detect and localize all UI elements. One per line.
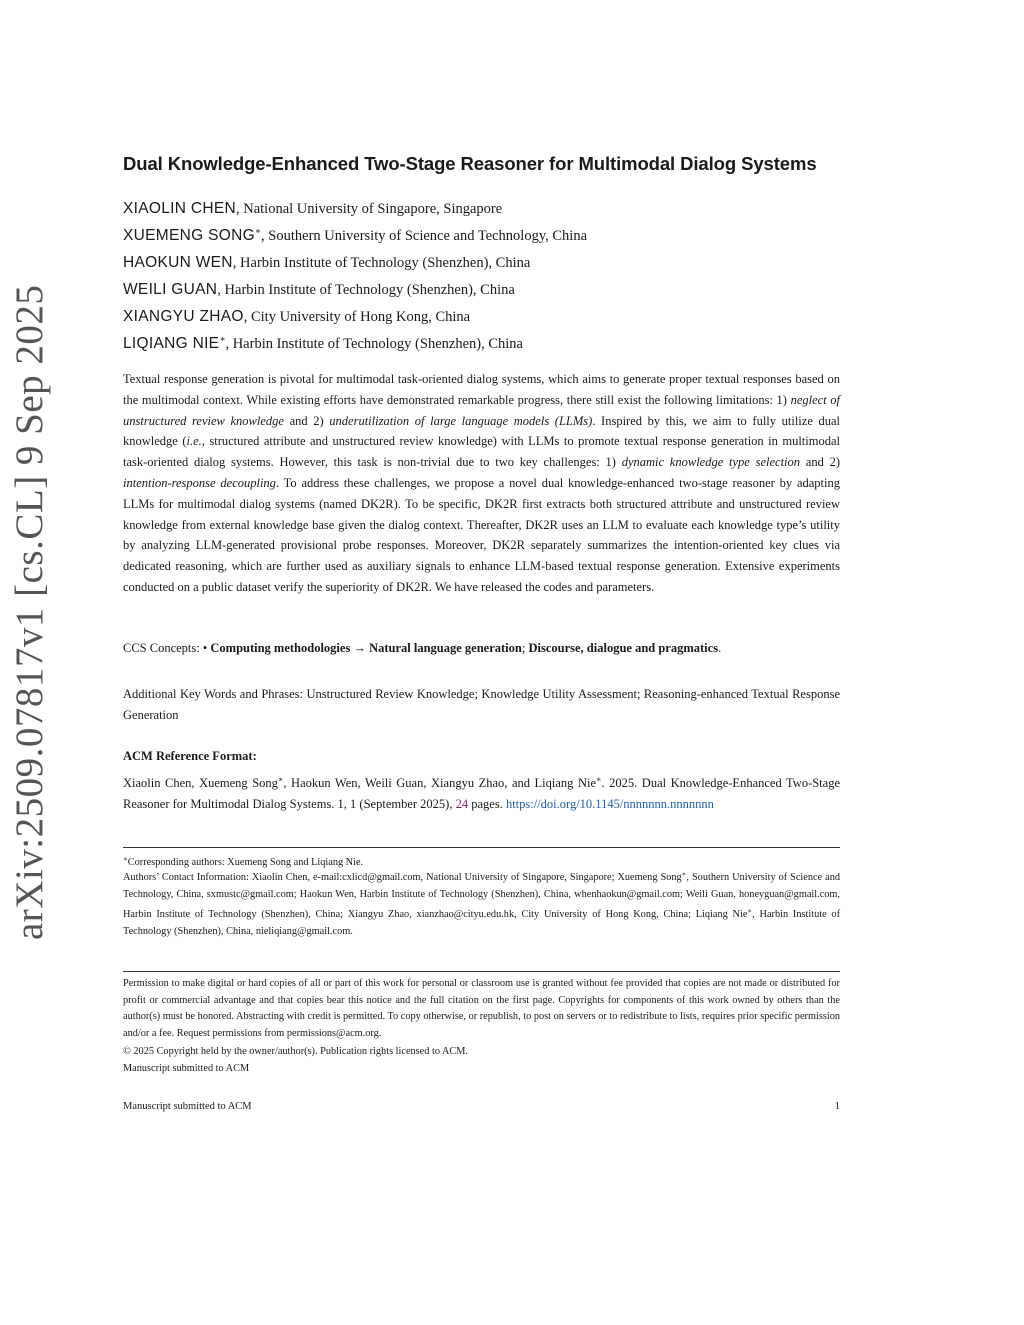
abstract-text: Textual response generation is pivotal for multimodal task-oriented dialog systems, which aims to generate proper textual responses based on the multimodal context. While existing efforts have demonstrated remarkable progress, there still exist the following limitations: 1) [123, 372, 840, 407]
corresponding-mark: ∗ [254, 226, 262, 236]
author-affiliation: , Harbin Institute of Technology (Shenzhen), China [217, 282, 515, 298]
ccs-concepts [123, 641, 840, 656]
corresponding-mark: ∗ [219, 334, 226, 344]
paper-title: Dual Knowledge-Enhanced Two-Stage Reasoner for Multimodal Dialog Systems [123, 153, 817, 174]
abstract-emphasis: underutilization of large language models (LLMs) [329, 413, 593, 428]
corresponding-mark: ∗ [596, 775, 602, 784]
manuscript-note: Manuscript submitted to ACM [123, 1063, 250, 1074]
acm-reference-heading: ACM Reference Format: [123, 749, 257, 763]
abstract [123, 369, 840, 598]
ccs-term: Discourse, dialogue and pragmatics [528, 641, 719, 655]
footnote-text: , Southern University of Science and Technology, China, sxmustc@gmail.com; Haokun Wen, Harbin Institute of Technology (Shenzhen), China, whenhaokun@gmail.com; Weili Guan, honeyguan@gmail.com, Harbin Institute of Technology (Shenzhen), China; Xiangyu Zhao, xianzhao@cityu.edu.hk, City University of Hong Kong, China; Liqiang Nie [123, 872, 840, 921]
author-line [123, 280, 515, 299]
ccs-term: Natural language generation [369, 641, 522, 655]
page-number: 1 [834, 1101, 840, 1112]
abstract-text: structured attribute and unstructured review knowledge) with LLMs to promote textual response generation in multimodal task-oriented dialog systems. However, this task is non-trivial due to two key challenges: 1) [123, 434, 840, 470]
ccs-end: . [718, 641, 722, 655]
page-count-link[interactable]: 24 [455, 797, 469, 811]
arxiv-identifier: arXiv:2509.07817v1 [cs.CL] 9 Sep 2025 [8, 284, 51, 940]
abstract-text: and 2) [800, 455, 840, 470]
ccs-term: Computing methodologies [210, 641, 351, 655]
footnote-text: , Harbin Institute of Technology (Shenzhen), China, nieliqiang@gmail.com. [123, 909, 841, 938]
author-name: WEILI GUAN [123, 281, 218, 298]
author-name: XUEMENG SONG [123, 227, 255, 244]
abstract-emphasis: i.e., [186, 434, 205, 449]
corresponding-mark: ∗ [123, 855, 128, 863]
abstract-emphasis: neglect of unstructured review knowledge [123, 392, 840, 428]
author-affiliation: , Harbin Institute of Technology (Shenzhen), China [232, 255, 531, 271]
acm-reference-text [123, 769, 840, 815]
permission-notice: Permission to make digital or hard copies of all or part of this work for personal or classroom use is granted without fee provided that copies are not made or distributed for profit or commercial advantage and that copies bear this notice and the full citation on the first page. Copyrights for components of this work owned by others than the author(s) must be honored. Abstracting with credit is permitted. To copy otherwise, or republish, to post on servers or to redistribute to lists, requires prior specific permission and/or a fee. Request permissions from permissions@acm.org. [123, 978, 840, 1040]
author-name: HAOKUN WEN [123, 254, 233, 271]
corresponding-mark: ∗ [681, 870, 687, 878]
author-affiliation: , Southern University of Science and Technology, China [261, 228, 588, 244]
ccs-separator: ; [521, 641, 529, 655]
abstract-text: . To address these challenges, we propose a novel dual knowledge-enhanced two-stage reasoner by adapting LLMs for multimodal dialog systems (named DK2R). To be specific, DK2R first extracts both structured attribute and unstructured review knowledge from external knowledge base given the dialog context. Thereafter, DK2R uses an LLM to evaluate each knowledge type’s utility by analyzing LLM-generated provisional probe responses. Moreover, DK2R separately summarizes the intention-oriented key clues via dedicated reasoning, which are further used as auxiliary signals to enhance LLM-based textual response generation. Extensive experiments conducted on a public dataset verify the superiority of DK2R. We have released the codes and parameters. [123, 475, 840, 594]
doi-link[interactable]: https://doi.org/10.1145/nnnnnnn.nnnnnnn [505, 797, 714, 811]
reference-text: Xiaolin Chen, Xuemeng Song [123, 776, 278, 790]
reference-text: , Haokun Wen, Weili Guan, Xiangyu Zhao, and Liqiang Nie [283, 776, 597, 790]
author-name: XIANGYU ZHAO [123, 308, 244, 325]
ccs-label: CCS Concepts: • [123, 641, 211, 655]
footnote-text: Corresponding authors: Xuemeng Song and Liqiang Nie. [127, 857, 364, 868]
corresponding-mark: ∗ [277, 775, 284, 784]
author-affiliation: , Harbin Institute of Technology (Shenzhen), China [225, 336, 523, 352]
reference-text: . 2025. Dual Knowledge-Enhanced Two-Stage Reasoner for Multimodal Dialog Systems. 1, 1 (September 2025), [123, 776, 840, 811]
author-line [123, 199, 502, 218]
author-name: XIAOLIN CHEN [123, 200, 236, 217]
footnote-divider [123, 847, 840, 848]
footnote-text: Authors’ Contact Information: Xiaolin Chen, e-mail:cxlicd@gmail.com, National University of Singapore, Singapore; Xuemeng Song [123, 872, 682, 883]
abstract-emphasis: dynamic knowledge type selection [621, 455, 801, 470]
corresponding-mark: ∗ [747, 907, 753, 916]
author-line [123, 253, 530, 272]
permission-divider [123, 971, 840, 972]
author-line [123, 334, 523, 353]
author-name: LIQIANG NIE [123, 335, 220, 352]
reference-text: pages. [468, 797, 506, 811]
abstract-text: . Inspired by this, we aim to fully utilize dual knowledge ( [123, 413, 841, 449]
copyright-notice: © 2025 Copyright held by the owner/author(s). Publication rights licensed to ACM. [123, 1046, 469, 1057]
abstract-emphasis: intention-response decoupling [123, 475, 276, 490]
contact-footnote [123, 866, 840, 941]
abstract-text: and 2) [283, 413, 330, 428]
author-line [123, 307, 470, 326]
author-affiliation: , National University of Singapore, Singapore [236, 201, 503, 217]
ccs-arrow: → [350, 641, 370, 655]
author-line [123, 226, 587, 245]
running-footer-left: Manuscript submitted to ACM [123, 1101, 252, 1112]
author-affiliation: , City University of Hong Kong, China [243, 309, 471, 325]
keywords: Additional Key Words and Phrases: Unstructured Review Knowledge; Knowledge Utility Assessment; Reasoning-enhanced Textual Response Generation [123, 687, 840, 722]
